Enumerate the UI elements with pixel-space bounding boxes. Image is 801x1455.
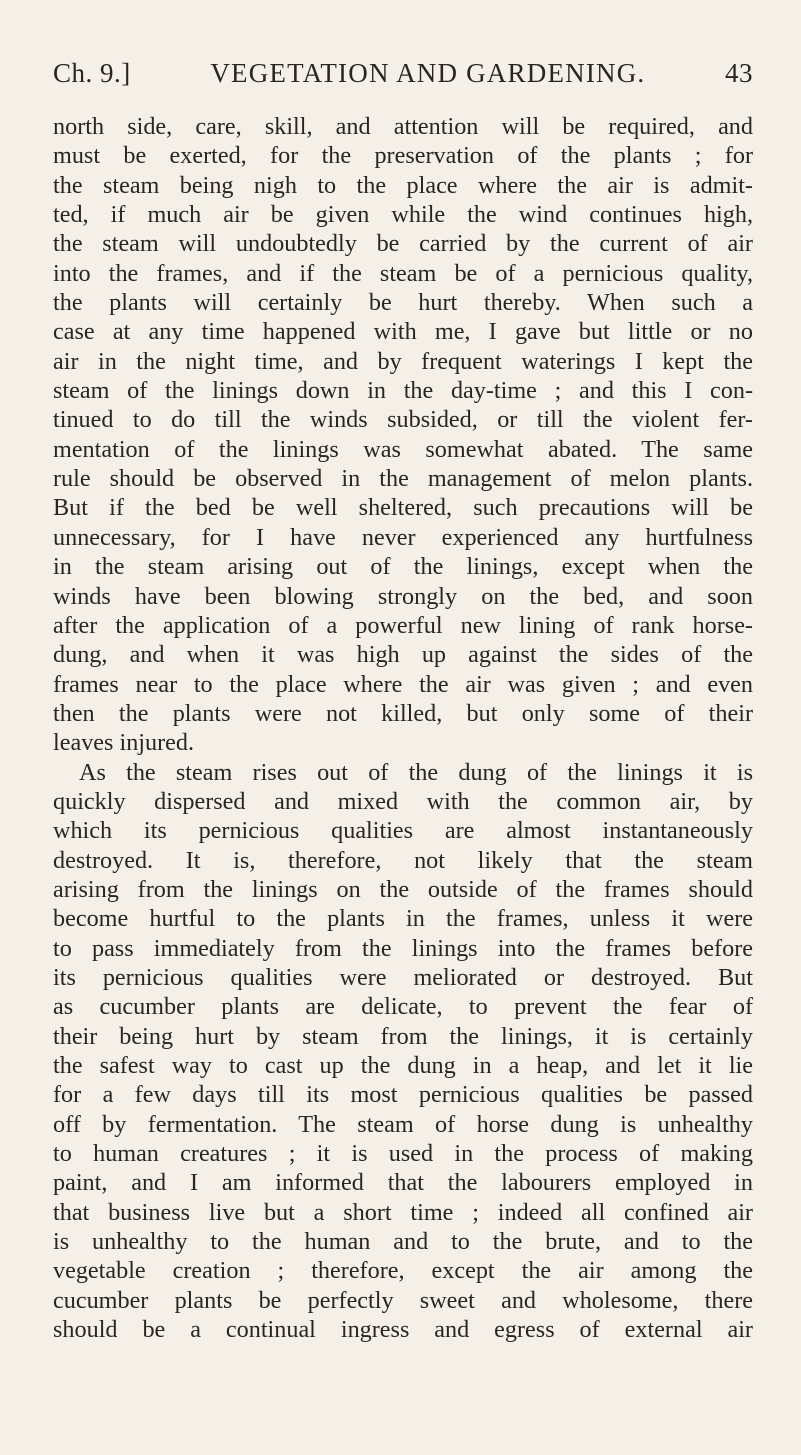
text-line: the steam being nigh to the place where the air is admit- <box>53 171 753 199</box>
text-line: which its pernicious qualities are almost instantaneously <box>53 817 753 845</box>
text-line: after the application of a powerful new lining of rank horse- <box>53 611 753 639</box>
paragraph-start-line: As the steam rises out of the dung of the linings it is <box>79 758 753 786</box>
text-line: arising from the linings on the outside of the frames should <box>53 875 753 903</box>
text-line: is unhealthy to the human and to the brute, and to the <box>53 1228 753 1256</box>
text-line: winds have been blowing strongly on the bed, and soon <box>53 582 753 610</box>
running-head <box>53 58 753 98</box>
text-line: dung, and when it was high up against the sides of the <box>53 641 753 669</box>
body-text <box>53 112 753 1344</box>
text-line: in the steam arising out of the linings, except when the <box>53 553 753 581</box>
running-title: VEGETATION AND GARDENING. <box>210 58 646 88</box>
text-line: tinued to do till the winds subsided, or till the violent fer- <box>53 406 753 434</box>
text-line: the safest way to cast up the dung in a heap, and let it lie <box>53 1052 753 1079</box>
text-line: unnecessary, for I have never experienced any hurtfulness <box>53 523 753 551</box>
text-line: vegetable creation ; therefore, except the air among the <box>53 1257 753 1285</box>
text-line: steam of the linings down in the day-time ; and this I con- <box>53 377 753 405</box>
text-line: north side, care, skill, and attention will be required, and <box>53 113 753 140</box>
text-line: must be exerted, for the preservation of the plants ; for <box>53 142 753 170</box>
text-line: into the frames, and if the steam be of a pernicious quality, <box>53 259 753 287</box>
text-line: paint, and I am informed that the labourers employed in <box>53 1169 753 1197</box>
text-line: the steam will undoubtedly be carried by the current of air <box>53 230 753 258</box>
text-line: become hurtful to the plants in the frames, unless it were <box>53 905 753 933</box>
text-line: should be a continual ingress and egress of external air <box>53 1316 753 1344</box>
text-line: to human creatures ; it is used in the process of making <box>53 1140 753 1168</box>
text-line: quickly dispersed and mixed with the common air, by <box>53 787 753 815</box>
text-line: frames near to the place where the air was given ; and even <box>53 670 753 698</box>
text-line: mentation of the linings was somewhat abated. The same <box>53 435 753 463</box>
text-line: that business live but a short time ; indeed all confined air <box>53 1198 753 1226</box>
text-line: the plants will certainly be hurt thereby. When such a <box>53 289 753 317</box>
text-line: as cucumber plants are delicate, to prevent the fear of <box>53 993 753 1021</box>
text-line: then the plants were not killed, but only some of their <box>53 699 753 727</box>
text-line: for a few days till its most pernicious qualities be passed <box>53 1081 753 1109</box>
paragraph-end-line: leaves injured. <box>53 729 195 757</box>
text-line: rule should be observed in the management of melon plants. <box>53 465 753 493</box>
page-number: 43 <box>724 58 753 88</box>
text-line: cucumber plants be perfectly sweet and wholesome, there <box>53 1286 753 1314</box>
text-line: its pernicious qualities were meliorated or destroyed. But <box>53 963 753 991</box>
text-line: ted, if much air be given while the wind continues high, <box>53 201 753 229</box>
text-line: But if the bed be well sheltered, such precautions will be <box>53 494 753 522</box>
text-line: case at any time happened with me, I gave but little or no <box>53 318 753 346</box>
text-line: off by fermentation. The steam of horse dung is unhealthy <box>53 1110 753 1138</box>
text-line: to pass immediately from the linings into the frames before <box>53 934 753 962</box>
text-line: destroyed. It is, therefore, not likely that the steam <box>53 846 753 874</box>
chapter-reference: Ch. 9.] <box>53 58 131 88</box>
text-line: air in the night time, and by frequent waterings I kept the <box>53 347 753 375</box>
text-line: their being hurt by steam from the linings, it is certainly <box>53 1022 753 1050</box>
